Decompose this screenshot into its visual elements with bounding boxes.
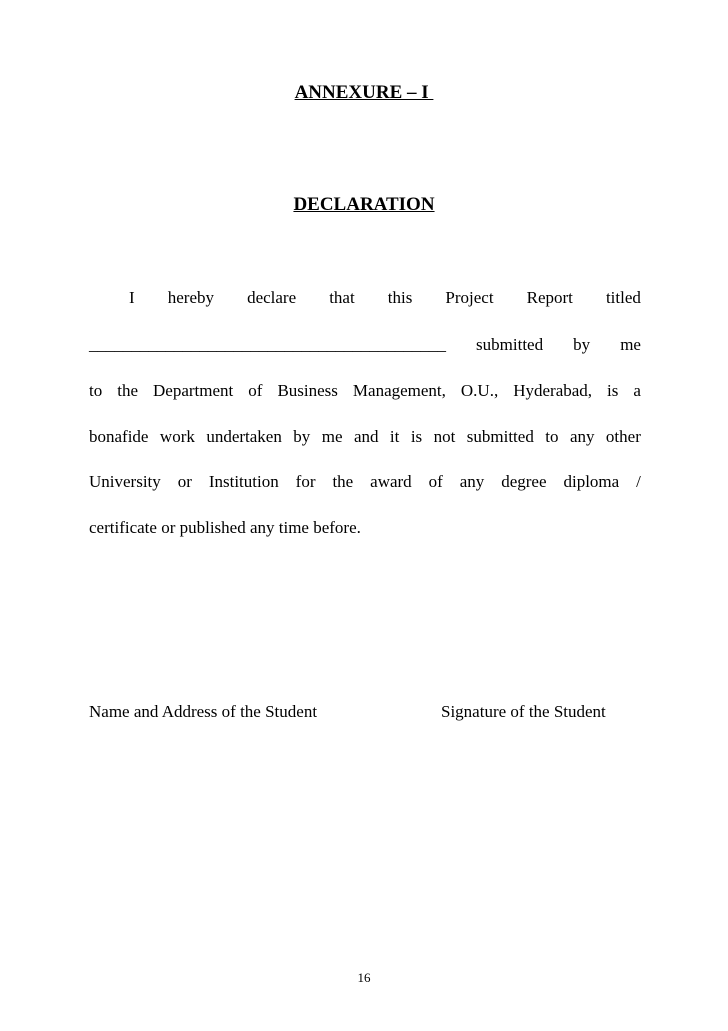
body-word: Hyderabad,: [513, 381, 593, 400]
body-word: award: [370, 472, 412, 491]
body-word: to: [89, 381, 103, 400]
annexure-title: ANNEXURE – I: [294, 82, 434, 103]
body-word: it: [389, 427, 400, 446]
body-word: undertaken: [206, 427, 282, 446]
body-word: or: [177, 472, 192, 491]
body-line-6: certificate or published any time before.: [89, 518, 361, 537]
body-word: not: [433, 427, 456, 446]
body-word: work: [159, 427, 195, 446]
body-line-3: [89, 381, 641, 401]
body-word: declare: [247, 288, 297, 307]
body-word: me: [321, 427, 343, 446]
name-address-label: Name and Address of the Student: [89, 702, 318, 721]
body-word: other: [605, 427, 641, 446]
body-word: submitted: [466, 427, 534, 446]
body-word: O.U.,: [460, 381, 499, 400]
body-word: a: [633, 381, 641, 400]
body-word: the: [117, 381, 139, 400]
body-line-4: [89, 427, 641, 447]
body-word: Institution: [208, 472, 279, 491]
body-word: diploma: [563, 472, 620, 491]
body-line-2: [89, 335, 641, 355]
body-word: me: [620, 335, 641, 354]
title-blank-field: __________________________________________: [89, 335, 446, 354]
body-word: and: [353, 427, 379, 446]
body-word: I: [129, 288, 135, 307]
body-word: University: [89, 472, 161, 491]
body-word: to: [545, 427, 559, 446]
body-word: of: [428, 472, 443, 491]
body-word: submitted: [476, 335, 544, 354]
body-word: bonafide: [89, 427, 149, 446]
body-line-1: [89, 288, 641, 308]
body-word: Report: [526, 288, 573, 307]
body-word: Department: [153, 381, 234, 400]
body-word: any: [569, 427, 595, 446]
declaration-title: DECLARATION: [293, 194, 435, 215]
body-word: for: [295, 472, 316, 491]
body-word: any: [459, 472, 485, 491]
page-number: 16: [357, 970, 371, 985]
body-word: this: [387, 288, 413, 307]
body-word: that: [329, 288, 355, 307]
body-word: /: [636, 472, 641, 491]
body-word: Management,: [352, 381, 446, 400]
signature-label: Signature of the Student: [441, 702, 606, 721]
body-word: is: [410, 427, 423, 446]
body-word: Business: [277, 381, 338, 400]
body-word: hereby: [167, 288, 214, 307]
body-word: degree: [501, 472, 547, 491]
body-line-5: [89, 472, 641, 492]
body-word: is: [607, 381, 619, 400]
body-word: titled: [605, 288, 641, 307]
body-word: the: [332, 472, 354, 491]
body-word: Project: [445, 288, 494, 307]
body-word: by: [573, 335, 591, 354]
body-word: of: [248, 381, 263, 400]
body-word: by: [293, 427, 311, 446]
